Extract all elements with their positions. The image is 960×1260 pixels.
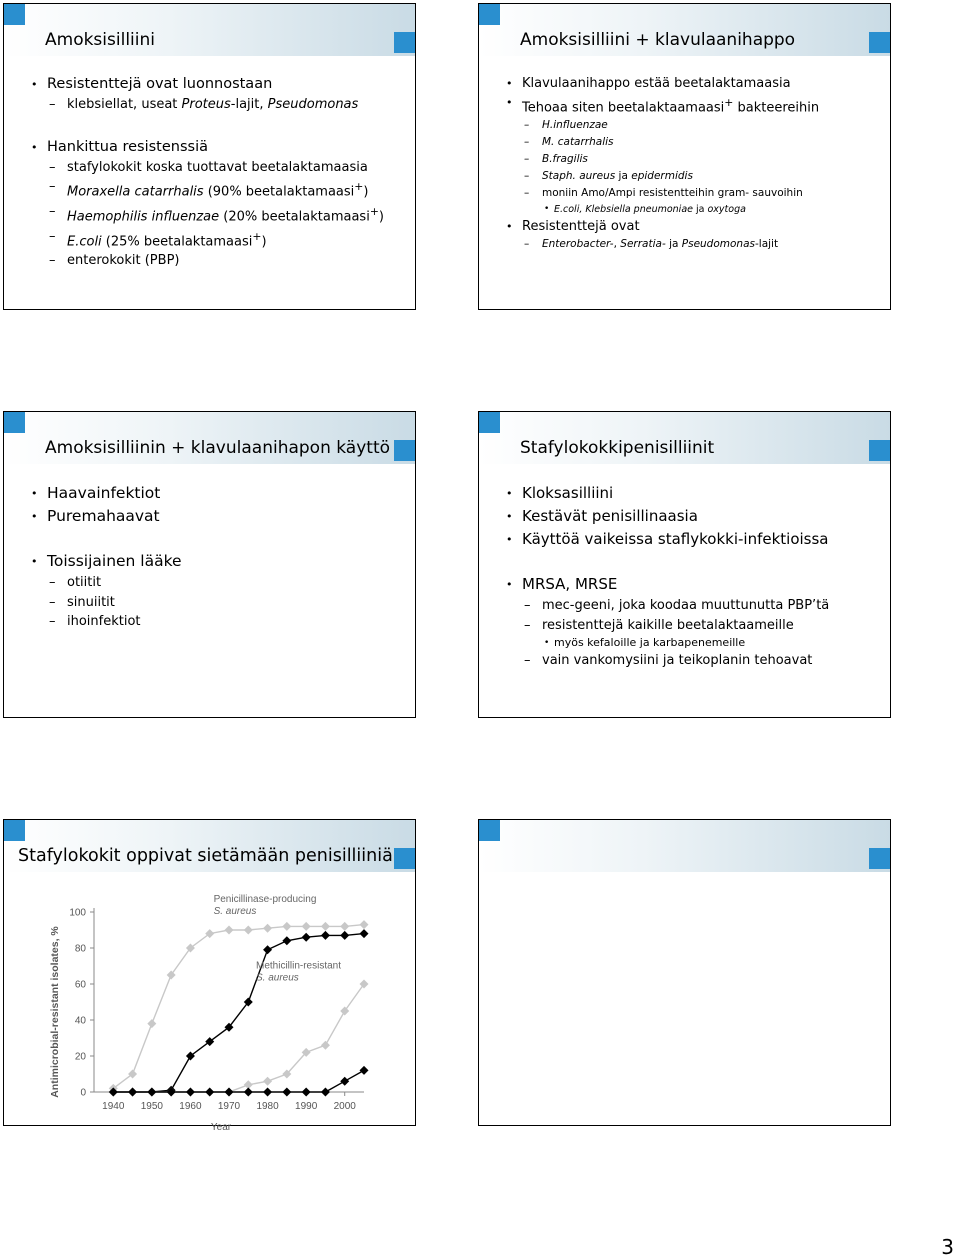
bullet: • Kestävät penisillinaasia: [504, 505, 882, 528]
bullet: • Kloksasilliini: [504, 482, 882, 505]
corner-square-decoration: [869, 848, 890, 869]
data-point-marker: [360, 1066, 369, 1075]
data-point-marker: [244, 926, 253, 935]
corner-square-decoration: [479, 412, 500, 433]
corner-square-decoration: [394, 440, 415, 461]
sub-bullet: – E.coli (25% beetalaktamaasi+): [29, 227, 407, 252]
data-point-marker: [128, 1088, 137, 1097]
data-point-marker: [225, 1088, 234, 1097]
x-tick-label: 2000: [333, 1101, 356, 1112]
slide-title: Amoksisilliinin + klavulaanihapon käyttö: [45, 438, 391, 458]
page-number: 3: [941, 1235, 954, 1259]
sub-bullet: – otiitit: [29, 573, 407, 593]
slide-title: Stafylokokit oppivat sietämään penisilliiniä: [18, 846, 393, 866]
data-point-marker: [340, 931, 349, 940]
y-tick-label: 100: [69, 907, 86, 919]
data-point-marker: [282, 936, 291, 945]
y-tick-label: 0: [80, 1087, 86, 1099]
slide-body: [504, 74, 882, 253]
data-point-marker: [205, 1088, 214, 1097]
slide-title: Amoksisilliini: [45, 30, 155, 50]
sub-bullet: – sinuiitit: [29, 593, 407, 613]
sub-bullet: – B.fragilis: [504, 151, 882, 168]
bullet: • Käyttöä vaikeissa staflykokki-infektioissa: [504, 528, 882, 551]
slide-title-bar: [479, 820, 890, 872]
data-point-marker: [147, 1019, 156, 1028]
sub-bullet: – H.influenzae: [504, 117, 882, 134]
y-tick-label: 40: [74, 1015, 86, 1027]
series-line: [113, 984, 364, 1092]
x-tick-label: 1970: [217, 1101, 241, 1112]
sub-sub-bullet: • E.coli, Klebsiella pneumoniae ja oxytoga: [504, 202, 882, 217]
corner-square-decoration: [4, 4, 25, 25]
data-point-marker: [321, 1041, 330, 1050]
series-label: Penicillinase-producing: [213, 894, 317, 905]
corner-square-decoration: [869, 32, 890, 53]
series-label: S. aureus: [256, 972, 299, 984]
x-tick-label: 1980: [256, 1101, 279, 1112]
data-point-marker: [147, 1088, 156, 1097]
corner-square-decoration: [479, 820, 500, 841]
data-point-marker: [340, 922, 349, 931]
x-tick-label: 1960: [179, 1101, 202, 1112]
bullet: • MRSA, MRSE: [504, 573, 882, 596]
data-point-marker: [321, 1088, 330, 1097]
data-point-marker: [263, 1077, 272, 1086]
sub-bullet: – mec-geeni, joka koodaa muuttunutta PBP’tä: [504, 596, 882, 616]
sub-sub-bullet: • myös kefaloille ja karbapenemeille: [504, 635, 882, 651]
data-point-marker: [360, 980, 369, 989]
corner-square-decoration: [869, 440, 890, 461]
slide-amoksisilliini: [3, 3, 416, 310]
sub-bullet: – Staph. aureus ja epidermidis: [504, 168, 882, 185]
data-point-marker: [167, 971, 176, 980]
slide-stafylokokkipenisilliinit: [478, 411, 891, 718]
sub-bullet: – M. catarrhalis: [504, 134, 882, 151]
bullet: • Hankittua resistenssiä: [29, 137, 407, 158]
y-tick-label: 80: [74, 943, 86, 955]
x-tick-label: 1990: [295, 1101, 318, 1112]
slide-body: [29, 74, 407, 271]
slide-body: [29, 482, 407, 632]
x-tick-label: 1940: [102, 1101, 125, 1112]
slide-title: Stafylokokkipenisilliinit: [520, 438, 715, 458]
data-point-marker: [340, 1077, 349, 1086]
data-point-marker: [321, 931, 330, 940]
bullet: • Tehoaa siten beetalaktaamaasi+ bakteereihin: [504, 93, 882, 117]
data-point-marker: [263, 1088, 272, 1097]
slide-title: Amoksisilliini + klavulaanihappo: [520, 30, 796, 50]
corner-square-decoration: [479, 4, 500, 25]
series-line: [113, 934, 364, 1092]
bullet: • Puremahaavat: [29, 505, 407, 528]
series-line: [113, 925, 364, 1089]
data-point-marker: [282, 922, 291, 931]
bullet: • Resistenttejä ovat luonnostaan: [29, 74, 407, 95]
slide-kaytto: [3, 411, 416, 718]
y-tick-label: 60: [74, 979, 86, 991]
sub-bullet: – vain vankomysiini ja teikoplanin tehoavat: [504, 651, 882, 671]
sub-bullet: – moniin Amo/Ampi resistentteihin gram- sauvoihin: [504, 185, 882, 202]
data-point-marker: [263, 924, 272, 933]
chart-svg: [4, 872, 415, 1133]
sub-bullet: – klebsiellat, useat Proteus-lajit, Pseudomonas: [29, 95, 407, 115]
sub-bullet: – Moraxella catarrhalis (90% beetalaktamaasi+): [29, 177, 407, 202]
data-point-marker: [360, 920, 369, 929]
slide-empty: [478, 819, 891, 1126]
data-point-marker: [302, 1088, 311, 1097]
data-point-marker: [360, 929, 369, 938]
sub-bullet: – Enterobacter-, Serratia- ja Pseudomonas-lajit: [504, 236, 882, 253]
corner-square-decoration: [394, 848, 415, 869]
y-axis-label: Antimicrobial-resistant isolates, %: [49, 926, 61, 1098]
data-point-marker: [225, 926, 234, 935]
y-tick-label: 20: [74, 1051, 86, 1063]
corner-square-decoration: [394, 32, 415, 53]
sub-bullet: – stafylokokit koska tuottavat beetalaktamaasia: [29, 158, 407, 178]
resistance-chart: [4, 872, 415, 1133]
corner-square-decoration: [4, 412, 25, 433]
sub-bullet: – resistenttejä kaikille beetalaktaameille: [504, 616, 882, 636]
slide-body: [504, 482, 882, 671]
corner-square-decoration: [4, 820, 25, 841]
data-point-marker: [340, 1007, 349, 1016]
x-axis-label: Year: [210, 1122, 232, 1133]
data-point-marker: [302, 933, 311, 942]
bullet: • Klavulaanihappo estää beetalaktamaasia: [504, 74, 882, 93]
series-label: Methicillin-resistant: [256, 960, 342, 972]
data-point-marker: [263, 945, 272, 954]
data-point-marker: [186, 1088, 195, 1097]
bullet: • Resistenttejä ovat: [504, 217, 882, 236]
x-tick-label: 1950: [140, 1101, 163, 1112]
slide-penisilliini-chart: [3, 819, 416, 1133]
sub-bullet: – ihoinfektiot: [29, 612, 407, 632]
sub-bullet: – Haemophilis influenzae (20% beetalaktamaasi+): [29, 202, 407, 227]
series-label: S. aureus: [213, 906, 257, 917]
data-point-marker: [282, 1088, 291, 1097]
bullet: • Toissijainen lääke: [29, 550, 407, 573]
data-point-marker: [167, 1088, 176, 1097]
data-point-marker: [244, 1088, 253, 1097]
data-point-marker: [302, 922, 311, 931]
data-point-marker: [321, 922, 330, 931]
sub-bullet: – enterokokit (PBP): [29, 251, 407, 271]
slide-amoksisilliini-klavulaanihappo: [478, 3, 891, 310]
bullet: • Haavainfektiot: [29, 482, 407, 505]
